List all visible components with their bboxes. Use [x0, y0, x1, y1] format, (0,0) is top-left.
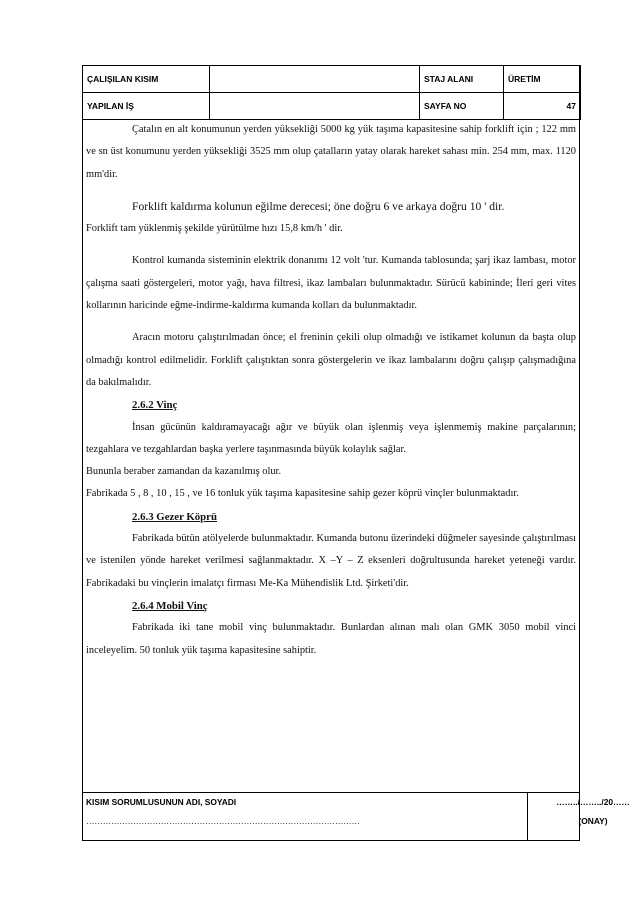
header-row-2 [83, 93, 581, 120]
paragraph-fork-height: Çatalın en alt konumunun yerden yüksekliği 5000 kg yük taşıma kapasitesine sahip forklift için ; 122 mm ve sn üst konumunu yerden yüksekliği 3525 mm olup çatalların yatay olarak hareket sahası min. 254 mm, max. 1120 mm'dir. [86, 124, 576, 180]
unit-label: ÇALIŞILAN KISIM [83, 66, 210, 93]
paragraph-crane-purpose: İnsan gücünün kaldıramayacağı ağır ve büyük olan işlenmiş veya işlenmemiş makine parçalarının; tezgahlara ve tezgahlardan başka yerlere taşınmasında büyük kolaylık sağlar. [86, 421, 576, 455]
page-body [82, 119, 580, 662]
work-label: YAPILAN İŞ [83, 93, 210, 120]
form-header [82, 65, 581, 120]
page-number: 47 [504, 93, 581, 120]
form-footer [82, 792, 630, 841]
paragraph-pre-start-check: Aracın motoru çalıştırılmadan önce; el freninin çekili olup olmadığı ve istikamet kolunun da başta olup olmadığı kontrol edilmelidir. Forklift çalıştıktan sonra göstergelerin ve ikaz lambalarını doğru çalışıp çalışmadığına da bakılmalıdır. [86, 332, 576, 388]
paragraph-crane-capacities: Fabrikada 5 , 8 , 10 , 15 , ve 16 tonluk yük taşıma kapasitesine sahip gezer köprü vinçler bulunmaktadır. [86, 488, 519, 500]
field-value: ÜRETİM [504, 66, 581, 93]
paragraph-bridge-crane: Fabrikada bütün atölyelerde bulunmaktadır. Kumanda butonu üzerindeki düğmeler sayesinde çalıştırılması ve istenilen yönde hareket verilmesi sağlanmaktadır. X –Y – Z eksenleri doğrultusunda hareket yeteneği vardır. Fabrikadaki bu vinçlerin imalatçı firması Me-Ka Mühendislik Ltd. Şirketi'dir. [86, 533, 576, 589]
work-value [210, 93, 420, 120]
unit-value [210, 66, 420, 93]
supervisor-signature-line: ……………………………………………………………………………………… [86, 816, 360, 826]
field-label: STAJ ALANI [420, 66, 504, 93]
paragraph-time-saving: Bununla beraber zamandan da kazanılmış olur. [86, 466, 282, 478]
header-row-1 [83, 66, 581, 93]
paragraph-tilt-angle: Forklift kaldırma kolunun eğilme derecesi; öne doğru 6 ve arkaya doğru 10 ' dir. [132, 199, 505, 213]
approval-label: (ONAY) [578, 816, 608, 826]
paragraph-travel-speed: Forklift tam yüklenmiş şekilde yürütülme hızı 15,8 km/h ' dir. [86, 223, 343, 235]
section-heading-vinc: 2.6.2 Vinç [132, 399, 178, 412]
section-heading-mobil-vinc: 2.6.4 Mobil Vinç [132, 599, 208, 612]
paragraph-control-system: Kontrol kumanda sisteminin elektrik donanımı 12 volt 'tur. Kumanda tablosunda; şarj ikaz lambası, motor çalışma saati göstergeleri, motor yağı, hava filtresi, ikaz lambaları bulunmaktadır. Sürücü kabininde; İleri geri vites kollarının haricinde eğme-indirme-kaldırma kumanda kolları da bulunmaktadır. [86, 255, 576, 312]
page-label: SAYFA NO [420, 93, 504, 120]
section-heading-gezer-kopru: 2.6.3 Gezer Köprü [132, 510, 217, 523]
approval-date: ……../……../20…… [556, 797, 630, 807]
supervisor-label: KISIM SORUMLUSUNUN ADI, SOYADI [86, 797, 237, 807]
footer-divider [527, 793, 528, 841]
paragraph-mobile-crane: Fabrikada iki tane mobil vinç bulunmaktadır. Bunlardan alınan malı olan GMK 3050 mobil vinci inceleyelim. 50 tonluk yük taşıma kapasitesine sahiptir. [86, 622, 576, 656]
